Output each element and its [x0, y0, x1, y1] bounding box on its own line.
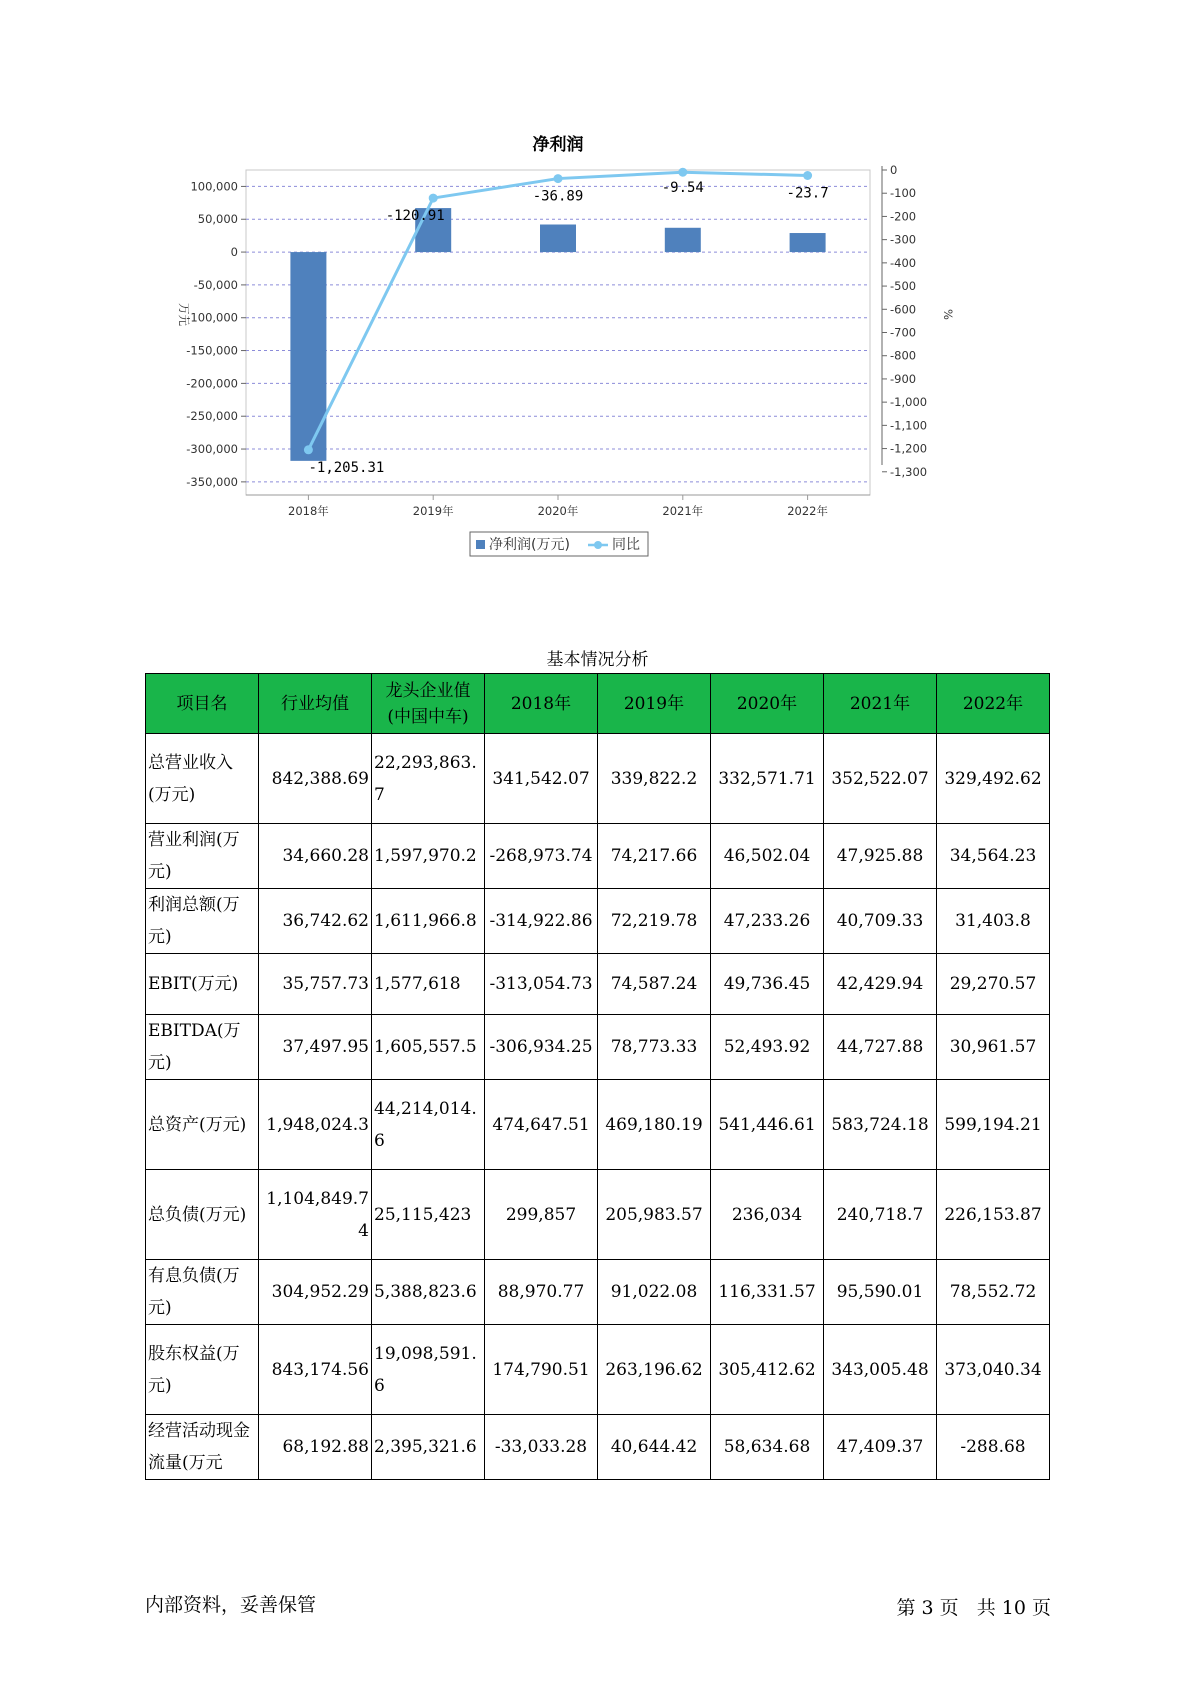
value-cell: 30,961.57	[937, 1015, 1050, 1080]
value-cell: 1,605,557.5	[372, 1015, 485, 1080]
row-label-cell: EBITDA(万元)	[146, 1015, 259, 1080]
value-cell: 263,196.62	[598, 1325, 711, 1415]
value-cell: 339,822.2	[598, 734, 711, 824]
value-cell: 22,293,863.7	[372, 734, 485, 824]
value-cell: 352,522.07	[824, 734, 937, 824]
table-row	[146, 1080, 1050, 1170]
value-cell: 25,115,423	[372, 1170, 485, 1260]
y2-tick-label: 0	[890, 163, 898, 177]
value-cell: 36,742.62	[259, 889, 372, 954]
value-cell: 469,180.19	[598, 1080, 711, 1170]
header-cell: 2019年	[598, 674, 711, 734]
value-cell: 72,219.78	[598, 889, 711, 954]
y-tick-label: 100,000	[190, 179, 238, 194]
value-cell: 240,718.7	[824, 1170, 937, 1260]
profit-bar	[540, 224, 576, 252]
value-cell: 91,022.08	[598, 1260, 711, 1325]
row-label-cell: 有息负债(万元)	[146, 1260, 259, 1325]
value-cell: 1,597,970.2	[372, 824, 485, 889]
y2-tick-label: -300	[890, 232, 917, 247]
value-cell: 541,446.61	[711, 1080, 824, 1170]
yoy-data-label: -23.7	[786, 185, 829, 202]
table-title: 基本情况分析	[546, 650, 649, 670]
value-cell: 205,983.57	[598, 1170, 711, 1260]
yoy-point	[304, 445, 313, 454]
value-cell: 332,571.71	[711, 734, 824, 824]
value-cell: 47,925.88	[824, 824, 937, 889]
y2-tick-label: -200	[890, 209, 917, 224]
yoy-point	[429, 194, 438, 203]
y2-tick-label: -700	[890, 325, 917, 340]
table-row	[146, 1260, 1050, 1325]
footer-confidential-note: 内部资料，妥善保管	[145, 1594, 317, 1616]
value-cell: 40,709.33	[824, 889, 937, 954]
value-cell: 842,388.69	[259, 734, 372, 824]
y2-tick-label: -1,100	[890, 418, 928, 433]
y2-tick-label: -1,200	[890, 441, 928, 456]
value-cell: -268,973.74	[485, 824, 598, 889]
y-tick-label: -100,000	[186, 310, 238, 325]
y-axis-label: 万元	[177, 303, 191, 326]
header-cell: 2022年	[937, 674, 1050, 734]
legend-line-label: 同比	[612, 537, 640, 553]
value-cell: 305,412.62	[711, 1325, 824, 1415]
value-cell: 236,034	[711, 1170, 824, 1260]
y2-tick-label: -400	[890, 255, 917, 270]
yoy-data-label: -9.54	[661, 180, 704, 197]
value-cell: 47,233.26	[711, 889, 824, 954]
table-row	[146, 954, 1050, 1015]
value-cell: -306,934.25	[485, 1015, 598, 1080]
value-cell: 31,403.8	[937, 889, 1050, 954]
row-label-cell: 经营活动现金流量(万元	[146, 1415, 259, 1480]
row-label-cell: 总负债(万元)	[146, 1170, 259, 1260]
value-cell: 1,611,966.8	[372, 889, 485, 954]
value-cell: 343,005.48	[824, 1325, 937, 1415]
value-cell: 2,395,321.6	[372, 1415, 485, 1480]
value-cell: 74,587.24	[598, 954, 711, 1015]
y-tick-label: -300,000	[186, 442, 238, 457]
row-label-cell: EBIT(万元)	[146, 954, 259, 1015]
y-tick-label: -350,000	[186, 474, 238, 489]
y-tick-label: -50,000	[193, 277, 238, 292]
header-cell: 项目名	[146, 674, 259, 734]
y-tick-label: -150,000	[186, 343, 238, 358]
value-cell: 34,564.23	[937, 824, 1050, 889]
basic-analysis-table	[145, 673, 1050, 1480]
chart-canvas	[170, 130, 1020, 590]
value-cell: 19,098,591.6	[372, 1325, 485, 1415]
legend-bar-label: 净利润(万元)	[489, 537, 570, 553]
value-cell: 68,192.88	[259, 1415, 372, 1480]
table-row	[146, 889, 1050, 954]
x-tick-label: 2022年	[787, 504, 828, 518]
value-cell: 95,590.01	[824, 1260, 937, 1325]
y-tick-label: 50,000	[197, 212, 238, 227]
value-cell: 599,194.21	[937, 1080, 1050, 1170]
table-row	[146, 1415, 1050, 1480]
value-cell: 304,952.29	[259, 1260, 372, 1325]
row-label-cell: 营业利润(万元)	[146, 824, 259, 889]
yoy-point	[803, 171, 812, 180]
value-cell: 116,331.57	[711, 1260, 824, 1325]
value-cell: 78,773.33	[598, 1015, 711, 1080]
y2-tick-label: -600	[890, 302, 917, 317]
value-cell: 47,409.37	[824, 1415, 937, 1480]
footer-page-number: 第 3 页 共 10 页	[896, 1597, 1051, 1619]
value-cell: 52,493.92	[711, 1015, 824, 1080]
table-body	[146, 734, 1050, 1480]
table-row	[146, 1015, 1050, 1080]
value-cell: -33,033.28	[485, 1415, 598, 1480]
table-row	[146, 1325, 1050, 1415]
value-cell: 74,217.66	[598, 824, 711, 889]
row-label-cell: 股东权益(万元)	[146, 1325, 259, 1415]
value-cell: 299,857	[485, 1170, 598, 1260]
profit-bar	[290, 252, 326, 461]
yoy-data-label: -1,205.31	[308, 459, 385, 476]
value-cell: 44,214,014.6	[372, 1080, 485, 1170]
header-cell: 行业均值	[259, 674, 372, 734]
profit-bar	[790, 233, 826, 252]
y-tick-label: -200,000	[186, 376, 238, 391]
y2-tick-label: -1,000	[890, 395, 928, 410]
value-cell: 329,492.62	[937, 734, 1050, 824]
value-cell: -313,054.73	[485, 954, 598, 1015]
y-tick-label: -250,000	[186, 409, 238, 424]
value-cell: 1,577,618	[372, 954, 485, 1015]
value-cell: 44,727.88	[824, 1015, 937, 1080]
yoy-point	[678, 168, 687, 177]
value-cell: 843,174.56	[259, 1325, 372, 1415]
x-tick-label: 2021年	[662, 504, 704, 518]
value-cell: 341,542.07	[485, 734, 598, 824]
header-cell: 龙头企业值(中国中车)	[372, 674, 485, 734]
x-tick-label: 2018年	[288, 504, 329, 518]
y-tick-label: 0	[230, 245, 238, 260]
value-cell: 5,388,823.6	[372, 1260, 485, 1325]
value-cell: 35,757.73	[259, 954, 372, 1015]
x-tick-label: 2020年	[537, 504, 579, 518]
chart-title: 净利润	[532, 135, 584, 155]
yoy-line	[308, 172, 807, 450]
header-row	[146, 674, 1050, 734]
value-cell: 42,429.94	[824, 954, 937, 1015]
legend-bar-swatch	[476, 540, 485, 549]
y2-axis-label: %	[941, 309, 955, 320]
table-row	[146, 1170, 1050, 1260]
net-profit-chart	[170, 130, 1020, 590]
value-cell: 174,790.51	[485, 1325, 598, 1415]
row-label-cell: 利润总额(万元)	[146, 889, 259, 954]
value-cell: 58,634.68	[711, 1415, 824, 1480]
value-cell: 1,104,849.74	[259, 1170, 372, 1260]
chart-svg	[170, 130, 1020, 590]
row-label-cell: 总营业收入(万元)	[146, 734, 259, 824]
y2-tick-label: -1,300	[890, 464, 928, 479]
value-cell: -314,922.86	[485, 889, 598, 954]
value-cell: -288.68	[937, 1415, 1050, 1480]
value-cell: 46,502.04	[711, 824, 824, 889]
y2-tick-label: -100	[890, 186, 917, 201]
value-cell: 29,270.57	[937, 954, 1050, 1015]
value-cell: 37,497.95	[259, 1015, 372, 1080]
value-cell: 40,644.42	[598, 1415, 711, 1480]
value-cell: 226,153.87	[937, 1170, 1050, 1260]
value-cell: 88,970.77	[485, 1260, 598, 1325]
y2-tick-label: -500	[890, 279, 917, 294]
value-cell: 373,040.34	[937, 1325, 1050, 1415]
value-cell: 583,724.18	[824, 1080, 937, 1170]
header-cell: 2018年	[485, 674, 598, 734]
value-cell: 78,552.72	[937, 1260, 1050, 1325]
header-cell: 2020年	[711, 674, 824, 734]
value-cell: 474,647.51	[485, 1080, 598, 1170]
value-cell: 34,660.28	[259, 824, 372, 889]
table-row	[146, 734, 1050, 824]
legend-line-marker	[594, 541, 602, 549]
yoy-data-label: -36.89	[532, 188, 584, 205]
value-cell: 1,948,024.3	[259, 1080, 372, 1170]
yoy-data-label: -120.91	[385, 208, 445, 225]
x-tick-label: 2019年	[412, 504, 454, 518]
profit-bar	[665, 228, 701, 252]
header-cell: 2021年	[824, 674, 937, 734]
yoy-point	[554, 174, 563, 183]
value-cell: 49,736.45	[711, 954, 824, 1015]
table-header	[146, 674, 1050, 734]
table-row	[146, 824, 1050, 889]
y2-tick-label: -900	[890, 371, 917, 386]
y2-tick-label: -800	[890, 348, 917, 363]
row-label-cell: 总资产(万元)	[146, 1080, 259, 1170]
